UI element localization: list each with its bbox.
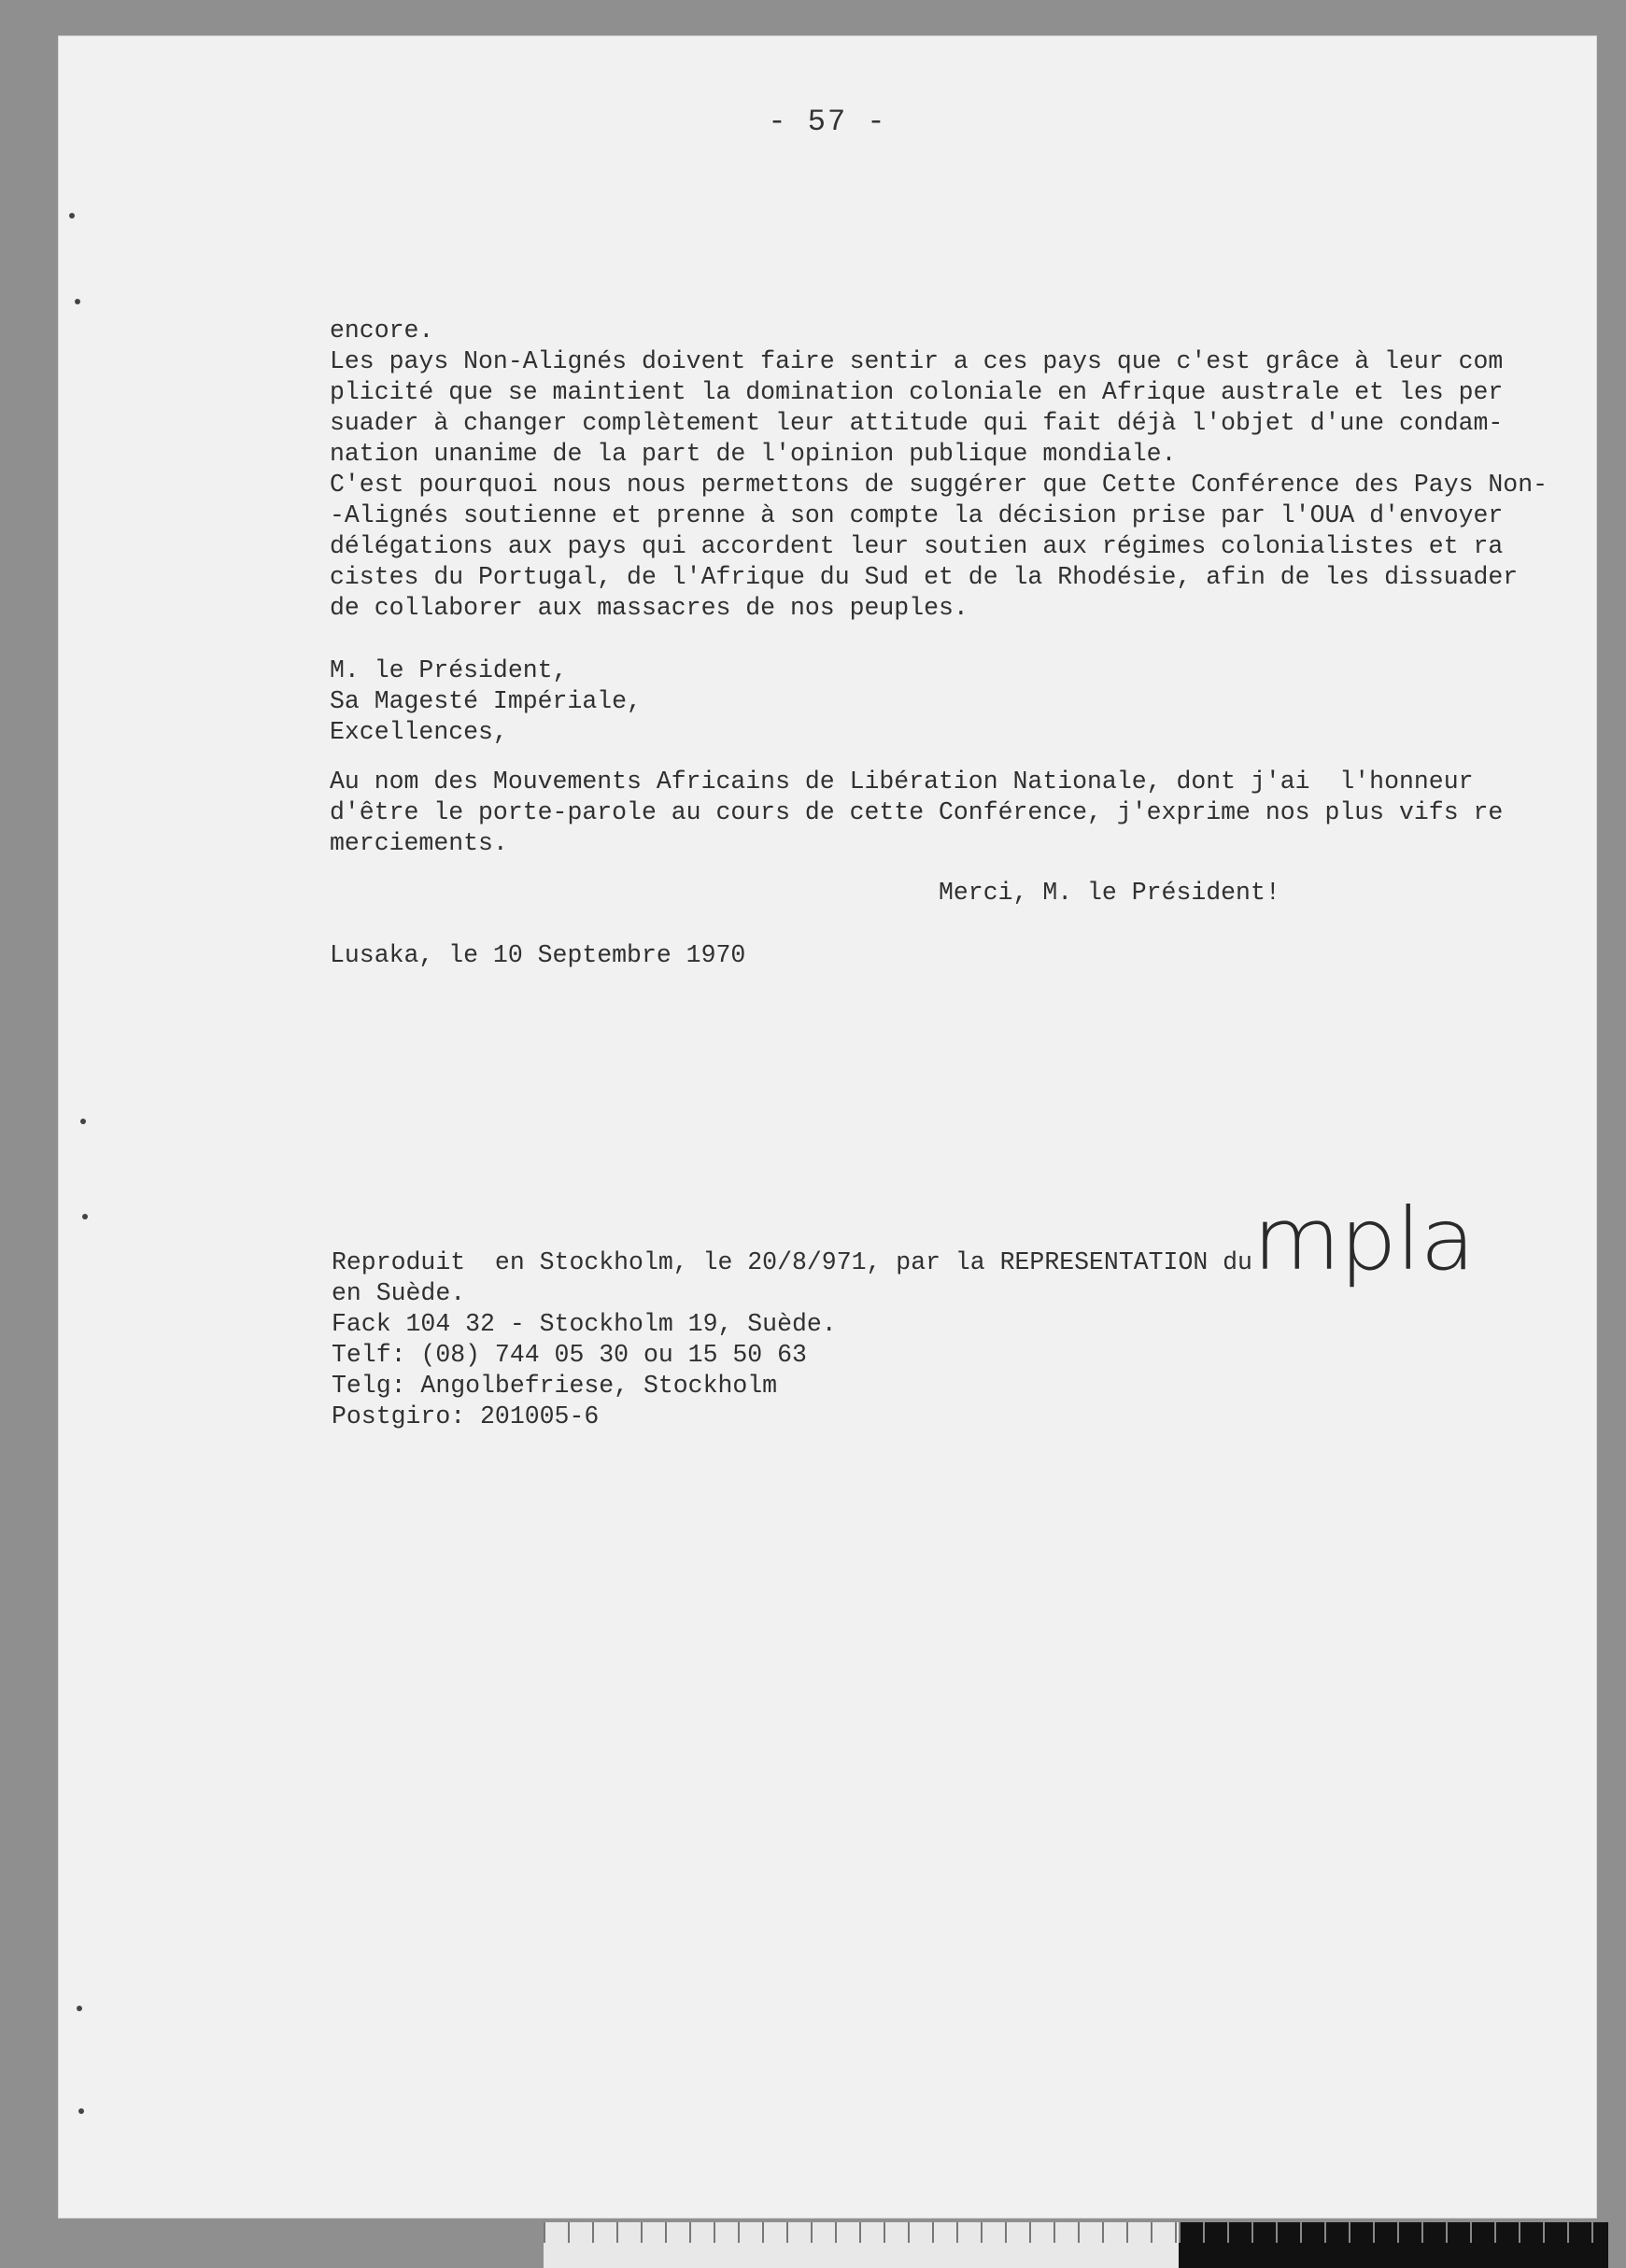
scan-speck bbox=[77, 2006, 82, 2011]
scan-speck bbox=[80, 1119, 86, 1124]
scan-scale-bar bbox=[544, 2222, 1608, 2268]
letter-body bbox=[330, 316, 1581, 971]
scale-black-segment bbox=[1179, 2222, 1608, 2268]
place-date: Lusaka, le 10 Septembre 1970 bbox=[330, 941, 746, 969]
paragraph-line: encore. bbox=[330, 317, 434, 345]
thanks-line: d'être le porte-parole au cours de cette Conférence, j'exprime nos plus vifs re bbox=[330, 798, 1504, 826]
paragraph-line: délégations aux pays qui accordent leur soutien aux régimes colonialistes et ra bbox=[330, 532, 1504, 560]
paragraph-line: -Alignés soutienne et prenne à son compte la décision prise par l'OUA d'envoyer bbox=[330, 501, 1504, 529]
paragraph-line: plicité que se maintient la domination coloniale en Afrique australe et les per bbox=[330, 378, 1504, 406]
salutation-line: Sa Magesté Impériale, bbox=[330, 687, 642, 715]
paragraph-line: nation unanime de la part de l'opinion publique mondiale. bbox=[330, 440, 1177, 468]
thanks-line: Au nom des Mouvements Africains de Libération Nationale, dont j'ai l'honneur bbox=[330, 768, 1474, 796]
footer-line: Telf: (08) 744 05 30 ou 15 50 63 bbox=[332, 1341, 807, 1369]
paragraph-line: de collaborer aux massacres de nos peuples. bbox=[330, 594, 969, 622]
page-number: - 57 - bbox=[768, 105, 887, 139]
salutation-line: M. le Président, bbox=[330, 656, 568, 684]
scan-speck bbox=[69, 213, 75, 218]
paragraph-line: Les pays Non-Alignés doivent faire sentir a ces pays que c'est grâce à leur com bbox=[330, 347, 1504, 375]
paragraph-line: C'est pourquoi nous nous permettons de suggérer que Cette Conférence des Pays Non- bbox=[330, 471, 1548, 499]
paragraph-line: suader à changer complètement leur attitude qui fait déjà l'objet d'une condam- bbox=[330, 409, 1504, 437]
footer-line: Reproduit en Stockholm, le 20/8/971, par la REPRESENTATION du bbox=[332, 1248, 1252, 1276]
paragraph-line: cistes du Portugal, de l'Afrique du Sud et de la Rhodésie, afin de les dissuader bbox=[330, 563, 1519, 591]
closing-line: Merci, M. le Président! bbox=[939, 879, 1280, 907]
footer-line: Fack 104 32 - Stockholm 19, Suède. bbox=[332, 1310, 837, 1338]
mpla-logo: mpla bbox=[1252, 1190, 1475, 1289]
footer-line: Postgiro: 201005-6 bbox=[332, 1402, 600, 1430]
thanks-line: merciements. bbox=[330, 829, 508, 857]
document-page bbox=[58, 35, 1597, 2219]
salutation-line: Excellences, bbox=[330, 718, 508, 746]
scale-white-segment bbox=[544, 2222, 1179, 2268]
footer-line: en Suède. bbox=[332, 1279, 466, 1307]
scan-speck bbox=[78, 2108, 84, 2114]
footer-line: Telg: Angolbefriese, Stockholm bbox=[332, 1372, 778, 1400]
scan-speck bbox=[75, 299, 80, 304]
scan-speck bbox=[82, 1214, 88, 1219]
